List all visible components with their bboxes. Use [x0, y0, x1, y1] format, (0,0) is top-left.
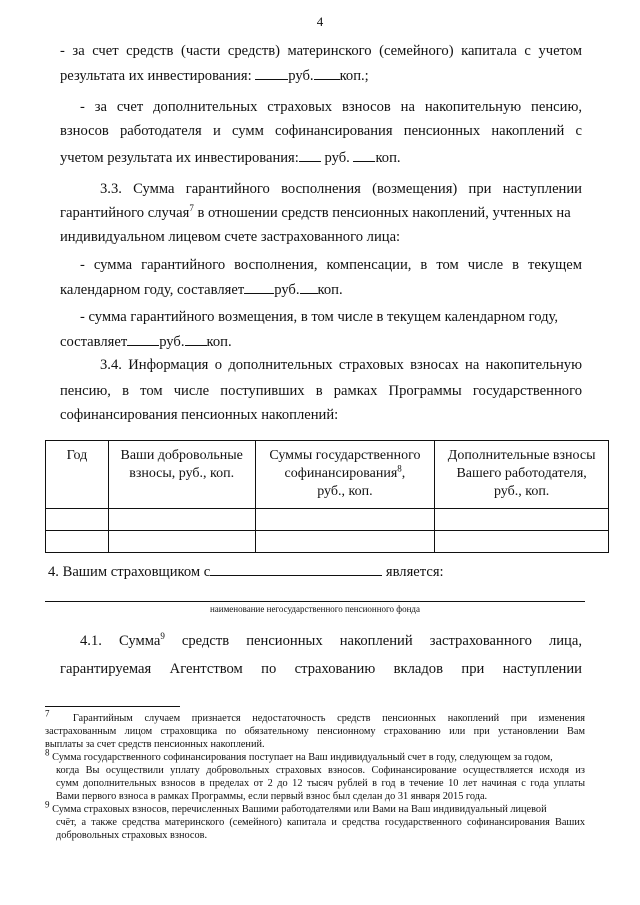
fund-name-caption: наименование негосударственного пенсионного фонда — [209, 604, 420, 614]
footnote-ref-9: 9 — [160, 631, 165, 642]
section-heading-4-1: 4.1. Сумма$^9$ средств пенсионных накоплений застрахованного лица, — [80, 631, 582, 649]
blank-field — [255, 66, 288, 80]
blank-field — [299, 148, 321, 162]
section-heading-4: 4. Вашим страховщиком с является: — [48, 564, 444, 580]
table-header-cofinancing: Суммы государственного софинансирования$^8$, руб., коп. — [255, 441, 435, 509]
footnote-9: $^9$ Сумма страховых взносов, перечисленных Вашими работодателями или Вами на Ваш индивидуальный лицевой — [45, 799, 547, 815]
table-header-year: Год — [46, 441, 109, 509]
table-row — [46, 509, 609, 531]
footnote-line: застрахованным лицом страховщика по обязательному пенсионному страхованию или при установлении Вам — [45, 726, 585, 737]
contributions-table — [45, 440, 609, 553]
blank-field — [185, 332, 207, 346]
paragraph-line: гарантируемая Агентством по страхованию вкладов при наступлении — [60, 661, 582, 677]
paragraph-line: индивидуальном лицевом счете застрахованного лица: — [60, 229, 401, 245]
table-header-employer: Дополнительные взносы Вашего работодателя, руб., коп. — [435, 441, 609, 509]
footnote-line: когда Вы осуществили уплату добровольных страховых взносов. Софинансирование осуществляется исходя из — [56, 765, 585, 776]
paragraph-line: - за счет средств (части средств) материнского (семейного) капитала с учетом — [60, 43, 582, 59]
paragraph-line: календарном году, составляет руб. коп. — [60, 282, 343, 298]
footnote-7: $^7$ Гарантийным случаем признается недостаточность средств пенсионных накоплений при изменения — [45, 708, 585, 724]
blank-field — [244, 280, 274, 294]
paragraph-line: софинансирования пенсионных накоплений: — [60, 407, 339, 423]
blank-field — [353, 148, 375, 162]
blank-field — [210, 562, 382, 576]
blank-field — [127, 332, 159, 346]
footnote-line: сумм дополнительных взносов в пределах от 2 до 12 тысяч рублей в год в течение 10 лет начиная с года уплаты — [56, 778, 585, 789]
footnote-line: счёт, а также средства материнского (семейного) капитала и средства государственного софинансирования Ваших — [56, 817, 585, 828]
paragraph-line: гарантийного случая$^7$ в отношении средств пенсионных накоплений, учтенных на — [60, 203, 571, 221]
section-heading-3-3: 3.3. Сумма гарантийного восполнения (возмещения) при наступлении — [100, 181, 582, 197]
footnote-8: $^8$ Сумма государственного софинансирования поступает на Ваш индивидуальный счет в году, следующем за годом, — [45, 747, 553, 763]
paragraph-line: составляет руб. коп. — [60, 334, 232, 350]
footnote-ref-8: 8 — [397, 463, 402, 474]
paragraph-line: - сумма гарантийного восполнения, компенсации, в том числе в текущем — [80, 257, 582, 273]
footnote-line: добровольных страховых взносов. — [56, 830, 208, 841]
fund-name-line — [45, 601, 585, 602]
paragraph-line: пенсию, в том числе поступивших в рамках Программы государственного — [60, 383, 582, 399]
section-heading-3-4: 3.4. Информация о дополнительных страховых взносах на накопительную — [100, 357, 582, 373]
paragraph-line: - за счет дополнительных страховых взносов на накопительную пенсию, — [80, 99, 582, 115]
footnote-line: Вами первого взноса в рамках Программы, если первый взнос был сделан до 31 января 2015 года. — [56, 791, 488, 802]
blank-field — [314, 66, 340, 80]
table-header-voluntary: Ваши добровольные взносы, руб., коп. — [108, 441, 255, 509]
footnote-ref-7: 7 — [189, 203, 194, 214]
page-number: 4 — [316, 14, 324, 29]
footnote-separator — [45, 706, 180, 707]
paragraph-line: результата их инвестирования: руб. коп.; — [60, 68, 369, 84]
paragraph-line: учетом результата их инвестирования: руб. коп. — [60, 150, 401, 166]
table-row — [46, 531, 609, 553]
paragraph-line: - сумма гарантийного возмещения, в том числе в текущем календарном году, — [80, 309, 559, 325]
blank-field — [300, 280, 318, 294]
paragraph-line: взносов работодателя и сумм софинансирования пенсионных накоплений с — [60, 123, 582, 139]
footnote-line: выплаты за счет средств пенсионных накоплений. — [45, 739, 265, 750]
table-header-row — [46, 441, 609, 509]
